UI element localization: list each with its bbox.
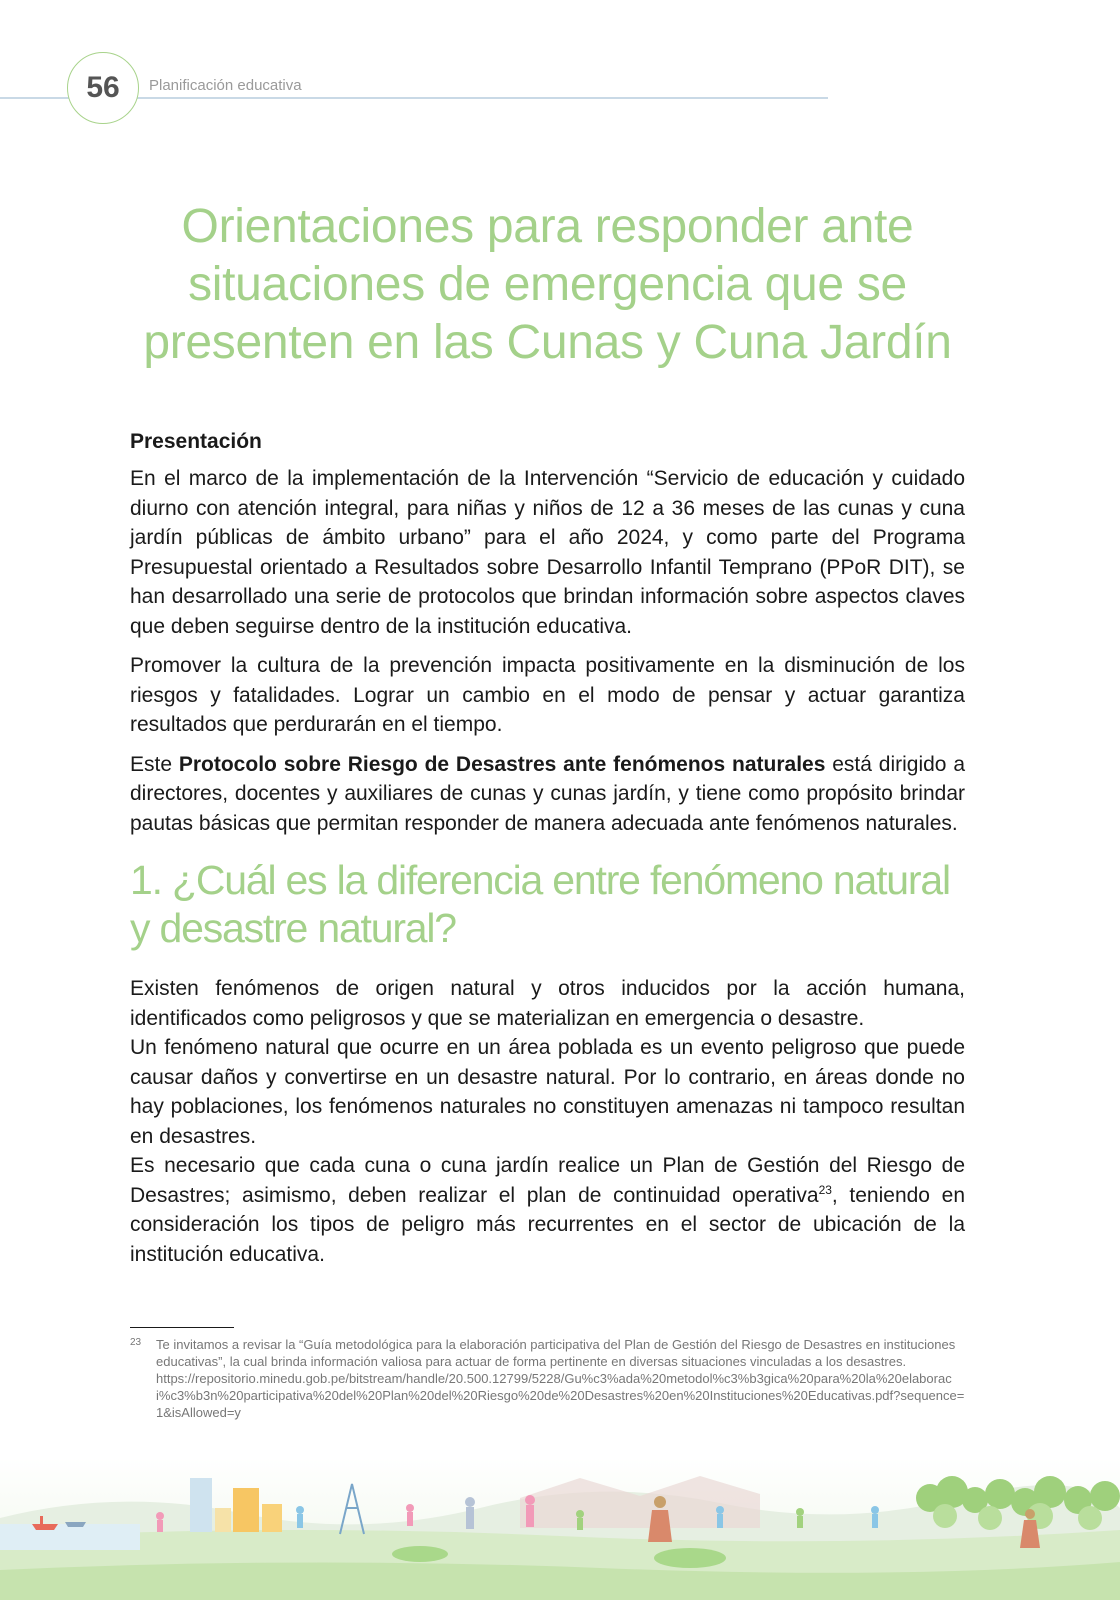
s1p3-text-after: , teniendo en consideración los tipos de peligro más recurrentes en el sector de ubicación de la institución educativa. [130, 1183, 965, 1266]
main-content [130, 428, 965, 1269]
section-1-paragraph-1: Existen fenómenos de origen natural y otros inducidos por la acción humana, identificados como peligrosos y que se materializan en emergencia o desastre. [130, 977, 965, 1030]
footnote-text: Te invitamos a revisar la “Guía metodológica para la elaboración participativa del Plan de Gestión del Riesgo de Desastres en instituciones educativas”, la cual brinda información valiosa para actuar de forma pertinente en diversas situaciones vinculadas a los desastres. [156, 1337, 956, 1369]
footnote-reference[interactable]: 23 [818, 1182, 832, 1197]
page-number: 56 [67, 52, 139, 124]
footnote-link[interactable]: https://repositorio.minedu.gob.pe/bitstream/handle/20.500.12799/5228/Gu%c3%ada%20metodol%c3%b3gica%20para%20la%20elaboraci%c3%b3n%20participativa%20del%20Plan%20del%20Riesgo%20de%20Desastres%20en%20Instituciones%20Educativas.pdf?sequence=1&isAllowed=y [156, 1371, 965, 1420]
footnote-body [156, 1336, 965, 1421]
section-1-heading: 1. ¿Cuál es la diferencia entre fenómeno natural y desastre natural? [130, 857, 950, 951]
section-1-paragraph-3 [130, 1151, 965, 1269]
presentation-paragraph-2: Promover la cultura de la prevención impacta positivamente en la disminución de los riesgos y fatalidades. Lograr un cambio en el modo de pensar y actuar garantiza resultados que perdurarán en el tiempo. [130, 654, 965, 736]
footnote [130, 1336, 965, 1421]
presentation-paragraph-3 [130, 750, 965, 839]
footnote-rule [130, 1327, 234, 1328]
protocol-name: Protocolo sobre Riesgo de Desastres ante fenómenos naturales [178, 752, 826, 776]
presentation-paragraph-1: En el marco de la implementación de la Intervención “Servicio de educación y cuidado diurno con atención integral, para niñas y niños de 12 a 36 meses de las cunas y cuna jardín públicas de ámbito urbano” para el año 2024, y como parte del Programa Presupuestal orientado a Resultados sobre Desarrollo Infantil Temprano (PPoR DIT), se han desarrollado una serie de protocolos que brindan información sobre aspectos claves que deben seguirse dentro de la institución educativa. [130, 467, 965, 638]
running-head: Planificación educativa [149, 77, 302, 94]
p3-text-after: está dirigido a directores, docentes y auxiliares de cunas y cunas jardín, y tiene como propósito brindar pautas básicas que permitan responder de manera adecuada ante fenómenos naturales. [130, 752, 965, 835]
p3-text-before: Este [130, 752, 179, 776]
presentation-heading: Presentación [130, 430, 262, 453]
s1p3-text-before: Es necesario que cada cuna o cuna jardín realice un Plan de Gestión del Riesgo de Desastres; asimismo, deben realizar el plan de continuidad operativa [130, 1154, 965, 1207]
page-title: Orientaciones para responder ante situaciones de emergencia que se presenten en las Cunas y Cuna Jardín [143, 200, 952, 369]
landscape-illustration [0, 1458, 1120, 1600]
section-1-paragraph-2: Un fenómeno natural que ocurre en un área poblada es un evento peligroso que puede causar daños y convertirse en un desastre natural. Por lo contrario, en áreas donde no hay poblaciones, los fenómenos naturales no constituyen amenazas ni tampoco resultan en desastres. [130, 1036, 965, 1148]
footnote-number: 23 [130, 1337, 142, 1348]
